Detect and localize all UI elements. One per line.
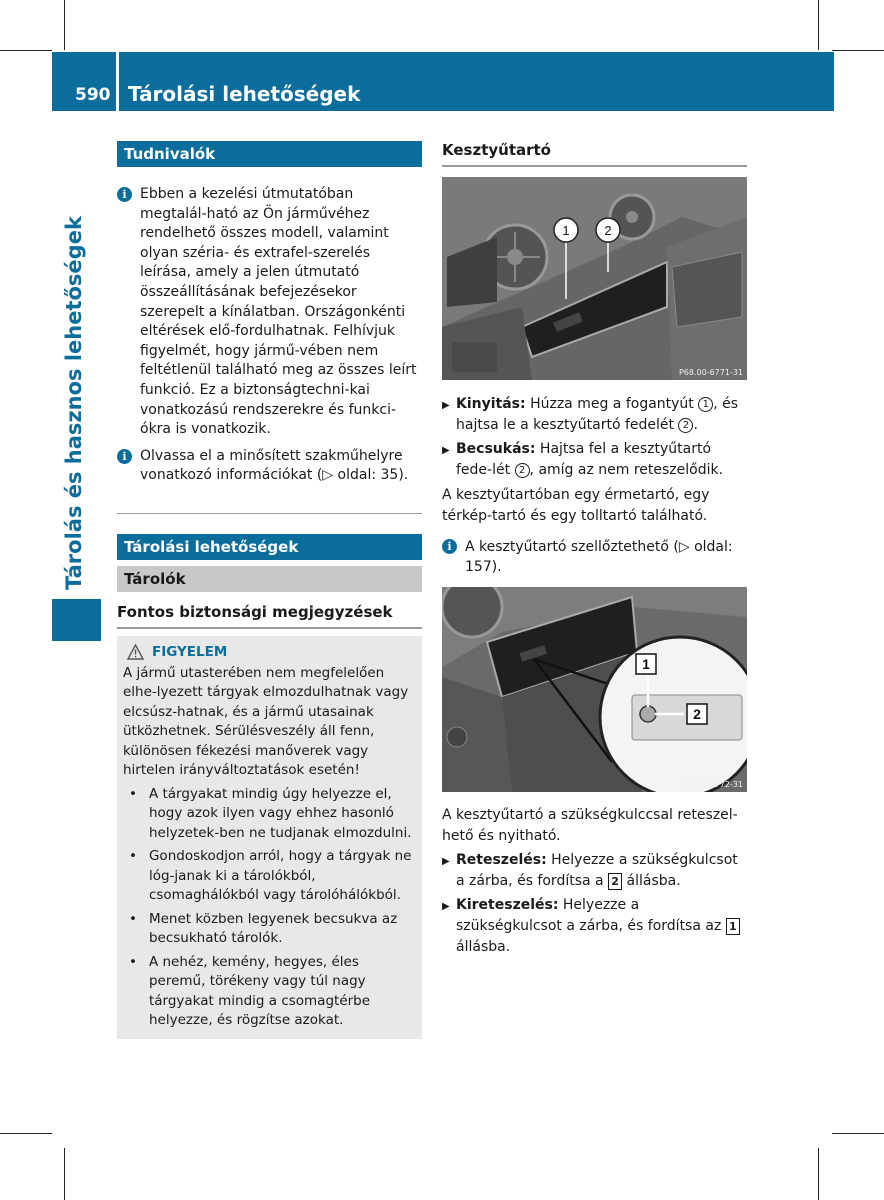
info-icon: i [117,449,132,464]
info-note [442,537,747,577]
storage-heading: Tárolási lehetőségek [117,534,422,560]
safety-heading: Fontos biztonsági megjegyzések [117,603,422,629]
unlock-step [442,895,747,958]
page-number: 590 [75,85,111,105]
key-lock-photo [442,587,747,792]
image-code: P68.00-6772-31 [678,780,743,789]
glovebox-photo [442,177,747,380]
step-text: , amíg az nem reteszelődik. [529,462,724,478]
info-icon: i [117,187,132,202]
crop-mark [818,1148,819,1200]
warning-bullet: • A nehéz, kemény, hegyes, éles peremű, törékeny vagy túl nagy tárgyakat mindig a csomagtérbe helyezze, és rögzítse azokat. [123,953,414,1031]
step-text: állásba. [456,939,511,955]
ref-number-circle: 2 [678,418,693,433]
bullet-text: A nehéz, kemény, hegyes, éles peremű, törékeny vagy túl nagy tárgyakat mindig a csomagtérbe helyezze, és rögzítse azokat. [148,953,371,1029]
crop-mark [818,0,819,50]
step-text: . [693,417,698,433]
glovebox-instructions [442,394,747,577]
header-divider [116,52,119,111]
callout-label: 1 [562,223,570,238]
warning-bullet: • Menet közben legyenek becsukva az becsukható tárolók. [123,910,414,949]
close-step [442,439,747,481]
step-text: Hajtsa fel a kesztyűtartó fede-lét [456,441,712,478]
notes-heading: Tudnivalók [117,141,422,167]
right-column [442,141,747,958]
section-divider [117,513,422,534]
info-note [117,185,422,440]
ref-number-circle: 1 [698,397,713,412]
step-label: Reteszelés: [456,852,547,868]
crop-mark [64,1148,65,1200]
left-column [117,141,422,1039]
callout-label: 2 [693,706,701,722]
chapter-tab-marker [52,599,101,641]
image-code: P68.00-6771-31 [678,368,743,377]
note-text: A kesztyűtartó szellőztethető (▷ oldal: 157). [465,539,733,575]
step-text: Húzza meg a fogantyút [530,396,694,412]
open-step [442,394,747,436]
step-label: Becsukás: [456,441,536,457]
key-instructions [442,805,747,958]
crop-mark [64,0,65,50]
step-label: Kireteszelés: [456,897,559,913]
bullet-text: Gondoskodjon arról, hogy a tárgyak ne lóg-janak ki a tárolókból, csomaghálókból vagy tárolóhálókból. [148,848,412,904]
page-title: Tárolási lehetőségek [128,82,361,106]
step-arrow-icon: ▶ [442,901,450,912]
note-text: Olvassa el a minősített szakműhelyre vonatkozó információkat (▷ oldal: 35). [140,447,409,484]
key-text: A kesztyűtartó a szükségkulccsal reteszel-hető és nyitható. [442,807,738,844]
crop-mark [832,1133,884,1134]
warning-header [123,644,414,660]
step-label: Kinyitás: [456,396,526,412]
warning-title: FIGYELEM [152,643,228,660]
crop-mark [832,50,884,51]
bullet-text: Menet közben legyenek becsukva az becsukható tárolók. [148,910,398,947]
warning-text: A jármű utasterében nem megfelelően elhe-lyezett tárgyak elmozdulhatnak vagy elcsúsz-hatnak, és a jármű utasainak ütközhetnek. Sérülésveszély áll fenn, különösen fékezési manőverek vagy hirtelen irányváltoztatások esetén! [123,664,409,779]
step-arrow-icon: ▶ [442,856,450,867]
warning-bullet: • A tárgyakat mindig úgy helyezze el, hogy azok ilyen vagy ehhez hasonló helyzetek-ben ne tudjanak elmozdulni. [123,785,414,844]
position-number-box: 1 [726,918,740,935]
note-text: Ebben a kezelési útmutatóban megtalál-ható az Ön járművéhez rendelhető összes modell, valamint olyan széria- és extrafel-szerelés leírása, amely a jelen útmutató összeállításának befejezésekor szerepelt a kínálatban. Országonkénti eltérések elő-fordulhatnak. Felhívjuk figyelmét, hogy jármű-vében nem feltétlenül található meg az összes leírt funkció. Ez a biztonságtechni-kai vonatkozású rendszerekre és funkci-ókra is vonatkozik. [140,186,417,438]
info-note [117,447,422,486]
glovebox-illustration [442,177,747,380]
step-text: állásba. [626,873,681,889]
info-icon: i [442,539,457,554]
compartments-heading: Tárolók [117,566,422,592]
callout-label: 1 [642,656,650,672]
position-number-box: 2 [608,873,622,890]
chapter-side-label: Tárolás és hasznos lehetőségek [62,216,86,590]
step-arrow-icon: ▶ [442,400,450,411]
crop-mark [0,1133,52,1134]
key-lock-illustration [442,587,747,792]
bullet-text: A tárgyakat mindig úgy helyezze el, hogy azok ilyen vagy ehhez hasonló helyzetek-ben ne tudjanak elmozdulni. [148,785,412,841]
crop-mark [0,50,52,51]
lock-step [442,850,747,892]
step-arrow-icon: ▶ [442,445,450,456]
warning-box [117,636,422,1039]
contents-text: A kesztyűtartóban egy érmetartó, egy térkép-tartó és egy tolltartó található. [442,487,710,524]
glovebox-heading: Kesztyűtartó [442,141,747,167]
step-text: Helyezze a szükségkulcsot a zárba, és fordítsa a [456,852,738,889]
ref-number-circle: 2 [515,463,530,478]
step-text: Helyezze a szükségkulcsot a zárba, és fordítsa az [456,897,722,934]
warning-triangle-icon [127,644,144,660]
callout-label: 2 [604,223,612,238]
warning-bullet: • Gondoskodjon arról, hogy a tárgyak ne lóg-janak ki a tárolókból, csomaghálókból vagy tárolóhálókból. [123,847,414,906]
step-text: , és hajtsa le a kesztyűtartó fedelét [456,396,739,433]
